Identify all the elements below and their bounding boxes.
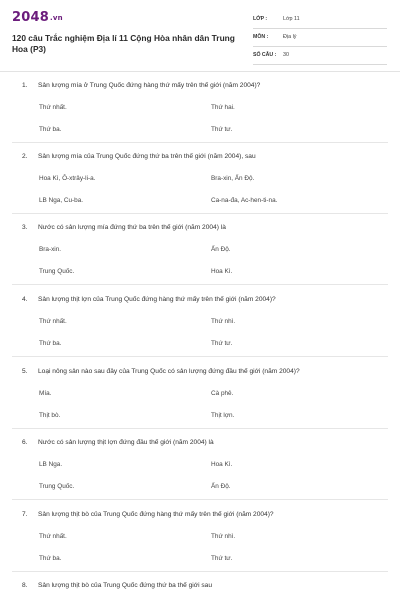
meta-value: Địa lý	[283, 34, 297, 40]
option-a[interactable]: LB Nga.	[39, 461, 63, 468]
option-b[interactable]: Ấn Độ.	[211, 246, 231, 253]
option-b[interactable]: Hoa Kì.	[211, 461, 233, 468]
meta-value: Lớp 11	[283, 16, 300, 22]
option-d[interactable]: Thứ tư.	[211, 126, 233, 133]
option-d[interactable]: Hoa Kì.	[211, 268, 233, 275]
document-header	[0, 0, 400, 72]
question-divider	[12, 428, 388, 429]
option-c[interactable]: LB Nga, Cu-ba.	[39, 197, 84, 204]
question-divider	[12, 499, 388, 500]
option-d[interactable]: Ấn Độ.	[211, 483, 231, 490]
question-number: 4.	[22, 296, 28, 303]
option-b[interactable]: Bra-xin, Ấn Độ.	[211, 175, 255, 182]
site-logo[interactable]	[12, 10, 63, 25]
question-body: Sản lượng mía ở Trung Quốc đứng hàng thứ mấy trên thế giới (năm 2004)?	[38, 82, 261, 89]
question-text	[22, 223, 382, 232]
question-text	[22, 152, 382, 161]
option-a[interactable]: Thứ nhất.	[39, 318, 67, 325]
option-c[interactable]: Thịt bò.	[39, 412, 61, 419]
option-d[interactable]: Thịt lợn.	[211, 412, 235, 419]
option-b[interactable]: Thứ nhì.	[211, 533, 236, 540]
question-body: Sản lượng mía của Trung Quốc đứng thứ ba trên thế giới (năm 2004), sau	[38, 153, 256, 160]
question-text	[22, 295, 382, 304]
option-d[interactable]: Ca-na-đa, Ac-hen-ti-na.	[211, 197, 278, 204]
question-number: 3.	[22, 224, 28, 231]
meta-label: MÔN :	[253, 34, 269, 40]
question-divider	[12, 284, 388, 285]
option-a[interactable]: Thứ nhất.	[39, 533, 67, 540]
question-number: 7.	[22, 511, 28, 518]
question-divider	[12, 571, 388, 572]
question-body: Loại nông sản nào sau đây của Trung Quốc có sản lượng đứng đầu thế giới (năm 2004)?	[38, 368, 300, 375]
option-c[interactable]: Trung Quốc.	[39, 483, 75, 490]
meta-value: 30	[283, 52, 289, 58]
option-c[interactable]: Thứ ba.	[39, 340, 62, 347]
question-divider	[12, 213, 388, 214]
meta-label: LỚP :	[253, 16, 268, 22]
question-text	[22, 438, 382, 447]
option-b[interactable]: Cà phê.	[211, 390, 234, 397]
question-text	[22, 367, 382, 376]
option-c[interactable]: Thứ ba.	[39, 555, 62, 562]
logo-domain: .vn	[49, 14, 63, 22]
meta-row-subject	[253, 32, 387, 47]
meta-row-count	[253, 50, 387, 65]
question-body: Sản lượng thịt lợn của Trung Quốc đứng hàng thứ mấy trên thế giới (năm 2004)?	[38, 296, 276, 303]
question-number: 8.	[22, 582, 28, 589]
question-body: Nước có sản lượng thịt lợn đứng đầu thế giới (năm 2004) là	[38, 439, 214, 446]
question-text	[22, 81, 382, 90]
option-c[interactable]: Thứ ba.	[39, 126, 62, 133]
question-body: Sản lượng thịt bò của Trung Quốc đứng hàng thứ mấy trên thế giới (năm 2004)?	[38, 511, 274, 518]
option-d[interactable]: Thứ tư.	[211, 555, 233, 562]
question-text	[22, 581, 382, 590]
logo-text: 2048	[12, 10, 49, 25]
option-a[interactable]: Mía.	[39, 390, 52, 397]
option-c[interactable]: Trung Quốc.	[39, 268, 75, 275]
question-text	[22, 510, 382, 519]
meta-row-class	[253, 14, 387, 29]
meta-label: SỐ CÂU :	[253, 52, 277, 58]
option-a[interactable]: Bra-xin.	[39, 246, 62, 253]
option-b[interactable]: Thứ nhì.	[211, 318, 236, 325]
option-a[interactable]: Hoa Kì, Ô-xtrây-li-a.	[39, 175, 96, 182]
option-b[interactable]: Thứ hai.	[211, 104, 235, 111]
question-number: 5.	[22, 368, 28, 375]
question-divider	[12, 142, 388, 143]
question-number: 6.	[22, 439, 28, 446]
header-divider	[0, 71, 400, 72]
document-title: 120 câu Trắc nghiệm Địa lí 11 Cộng Hòa nhân dân Trung Hoa (P3)	[12, 33, 235, 54]
question-number: 1.	[22, 82, 28, 89]
question-number: 2.	[22, 153, 28, 160]
option-d[interactable]: Thứ tư.	[211, 340, 233, 347]
document-meta	[253, 14, 387, 68]
question-body: Sản lượng thịt bò của Trung Quốc đứng thứ ba thế giới sau	[38, 582, 213, 589]
question-divider	[12, 356, 388, 357]
option-a[interactable]: Thứ nhất.	[39, 104, 67, 111]
question-body: Nước có sản lượng mía đứng thứ ba trên thế giới (năm 2004) là	[38, 224, 226, 231]
